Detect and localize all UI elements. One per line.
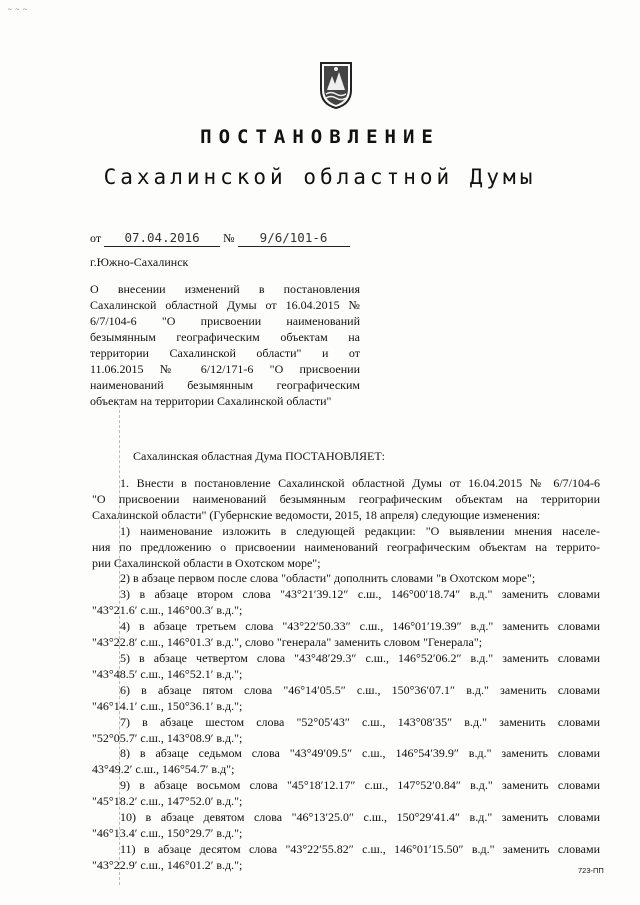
body-line: 7) в абзаце шестом слова "52°05′43″ с.ш., 143°08′35″ в.д." заменить словами [120,714,600,729]
subject-line: 11.06.2015 № 6/12/171-6 "О присвоении [90,362,360,376]
body-line: "43°22.9′ с.ш., 146°01.2′ в.д."; [92,857,243,872]
body-line: Сахалинской области" (Губернские ведомости, 2015, 18 апреля) следующие изменения: [92,507,541,522]
document-date: 07.04.2016 [104,230,220,247]
document-subject [90,281,360,409]
corner-mark: ~ ~ ~ [8,6,28,14]
number-label: № [223,231,235,245]
body-line: 2) в абзаце первом после слова "области" дополнить словами "в Охотском море"; [120,571,536,586]
body-line: 6) в абзаце пятом слова "46°14′05.5″ с.ш., 150°36′07.1″ в.д." заменить словами [120,682,600,697]
document-title: ПОСТАНОВЛЕНИЕ [200,126,440,148]
body-line: "45°18.2′ с.ш., 147°52.0′ в.д."; [92,794,243,809]
body-line: 8) в абзаце седьмом слова "43°49′09.5″ с.ш., 146°54′39.9″ в.д." заменить словами [120,746,600,761]
footer-code: 723-ПП [578,866,604,875]
body-text [92,476,600,874]
body-line: 43°49.2′ с.ш., 146°54.7′ в.д"; [92,762,235,777]
document-subtitle: Сахалинской областной Думы [103,165,537,189]
coat-of-arms-emblem [318,60,354,110]
body-line: "43°48.5′ с.ш., 146°52.1′ в.д."; [92,666,243,681]
subject-line: наименований безымянным географическим [90,378,360,392]
body-line: 4) в абзаце третьем слова "43°22′50.33″ с.ш., 146°01′19.39″ в.д." заменить словами [120,619,600,634]
subject-line: Сахалинской областной Думы от 16.04.2015 № [90,298,360,312]
subject-line: безымянным географическим объектам на [90,330,360,344]
body-line: "О присвоении наименований безымянным географическим объектам на территории [92,491,600,506]
document-number: 9/6/101-6 [238,230,350,247]
body-line: "46°14.1′ с.ш., 150°36.1′ в.д."; [92,698,243,713]
body-line: 10) в абзаце девятом слова "46°13′25.0″ с.ш., 150°29′41.4″ в.д." заменить словами [120,810,600,825]
body-line: 5) в абзаце четвертом слова "43°48′29.3″ с.ш., 146°52′06.2″ в.д." заменить словами [120,650,600,665]
from-label: от [90,231,102,245]
body-line: "46°13.4′ с.ш., 150°29.7′ в.д."; [92,825,243,840]
body-line: ния по предложению о присвоении наименований географическим объектам на террито- [92,539,600,554]
subject-line: О внесении изменений в постановления [90,282,360,296]
body-line: 1. Внести в постановление Сахалинской областной Думы от 16.04.2015 № 6/7/104-6 [120,476,600,490]
city-name: г.Южно-Сахалинск [90,255,189,269]
body-line: "43°22.8′ с.ш., 146°01.3′ в.д.", слово "генерала" заменить словом "Генерала"; [92,635,483,650]
body-line: 9) в абзаце восьмом слова "45°18′12.17″ с.ш., 147°52′0.84″ в.д." заменить словами [120,778,600,793]
body-line: рии Сахалинской области в Охотском море"; [92,555,321,570]
subject-line: 6/7/104-6 "О присвоении наименований [90,314,360,328]
body-line: 3) в абзаце втором слова "43°21′39.12″ с.ш., 146°00′18.74″ в.д." заменить словами [120,587,600,602]
body-line: 1) наименование изложить в следующей редакции: "О выявлении мнения населе- [120,523,600,538]
body-line: "43°21.6′ с.ш., 146°00.3′ в.д."; [92,603,243,618]
preamble: Сахалинская областная Дума ПОСТАНОВЛЯЕТ: [133,449,385,463]
body-line: "52°05.7′ с.ш., 143°08.9′ в.д."; [92,730,243,745]
subject-line: территории Сахалинской области" и от [90,346,360,360]
subject-line: объектам на территории Сахалинской области" [90,394,332,408]
date-number-line [90,230,350,247]
body-line: 11) в абзаце десятом слова "43°22′55.82″ с.ш., 146°01′15.50″ в.д." заменить словами [120,841,600,856]
